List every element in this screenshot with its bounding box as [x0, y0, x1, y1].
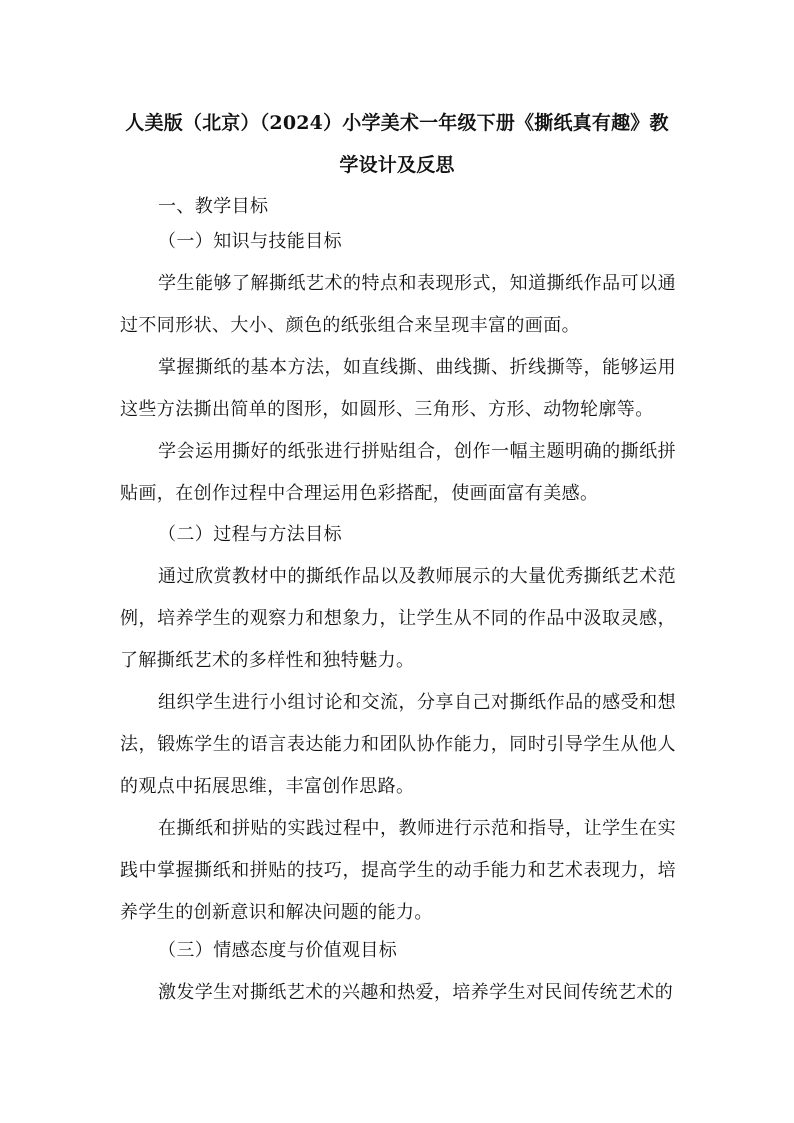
paragraph-emotion-1: 激发学生对撕纸艺术的兴趣和热爱，培养学生对民间传统艺术的	[158, 982, 674, 1003]
paragraph-knowledge-2: 掌握撕纸的基本方法，如直线撕、曲线撕、折线撕等，能够运用这些方法撕出简单的图形，如圆形、三角形、方形、动物轮廓等。	[120, 357, 676, 420]
document-title: 人美版（北京）（2024）小学美术一年级下册《撕纸真有趣》教学设计及反思	[125, 112, 669, 176]
paragraph-knowledge-1: 学生能够了解撕纸艺术的特点和表现形式，知道撕纸作品可以通过不同形状、大小、颜色的纸张组合来呈现丰富的画面。	[120, 273, 676, 336]
paragraph-process-2: 组织学生进行小组讨论和交流，分享自己对撕纸作品的感受和想法，锻炼学生的语言表达能力和团队协作能力，同时引导学生从他人的观点中拓展思维，丰富创作思路。	[120, 692, 676, 797]
subsection-heading-knowledge-skills: （一）知识与技能目标	[158, 231, 342, 252]
paragraph-knowledge-3: 学会运用撕好的纸张进行拼贴组合，创作一幅主题明确的撕纸拼贴画，在创作过程中合理运用色彩搭配，使画面富有美感。	[120, 441, 676, 504]
subsection-heading-emotion-values: （三）情感态度与价值观目标	[158, 940, 398, 961]
paragraph-process-1: 通过欣赏教材中的撕纸作品以及教师展示的大量优秀撕纸艺术范例，培养学生的观察力和想象力，让学生从不同的作品中汲取灵感，了解撕纸艺术的多样性和独特魅力。	[120, 566, 676, 671]
subsection-heading-process-methods: （二）过程与方法目标	[158, 524, 342, 545]
section-heading-teaching-goals: 一、教学目标	[158, 196, 269, 217]
paragraph-process-3: 在撕纸和拼贴的实践过程中，教师进行示范和指导，让学生在实践中掌握撕纸和拼贴的技巧，提高学生的动手能力和艺术表现力，培养学生的创新意识和解决问题的能力。	[120, 818, 676, 923]
